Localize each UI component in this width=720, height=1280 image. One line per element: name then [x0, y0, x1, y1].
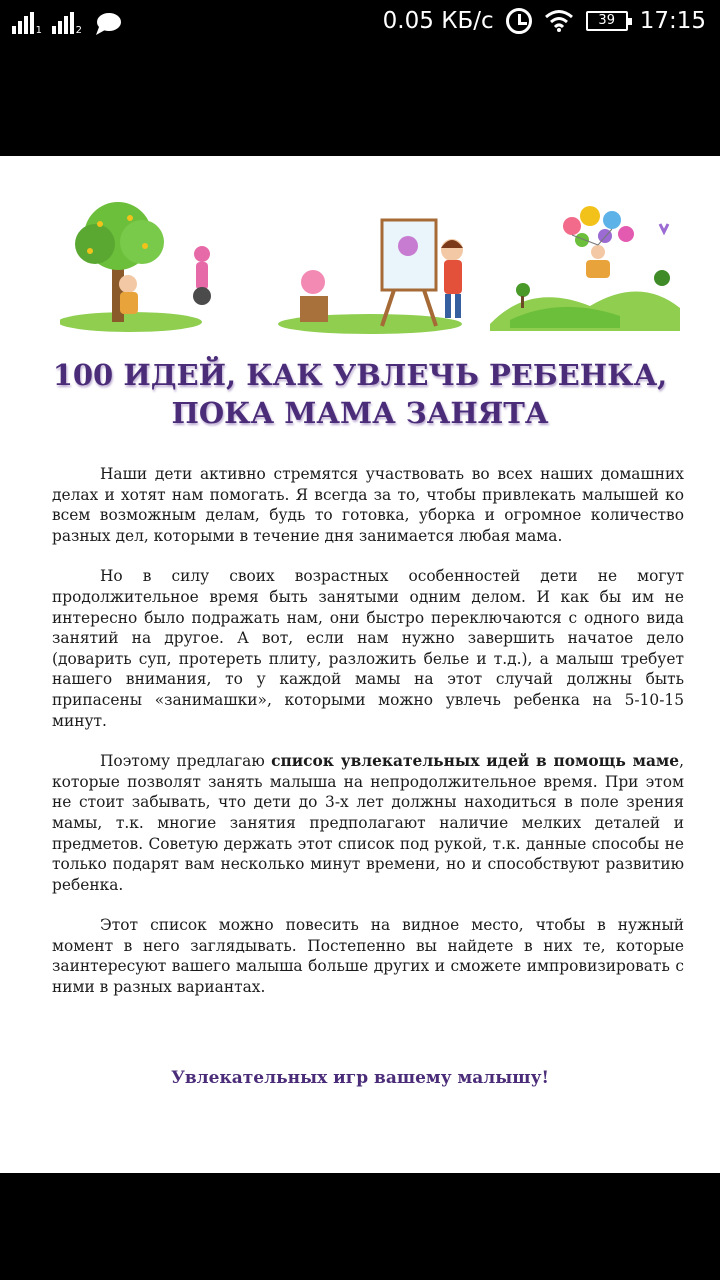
wifi-icon: [544, 9, 574, 33]
chat-notification-icon: [94, 12, 122, 36]
children-illustration: [60, 196, 680, 336]
battery-level: 39: [598, 13, 615, 28]
title-line-1: 100 ИДЕЙ, КАК УВЛЕЧЬ РЕБЕНКА,: [52, 358, 668, 392]
closing-line: Увлекательных игр вашему малышу!: [171, 1068, 549, 1088]
alarm-icon: [506, 8, 532, 34]
signal-sim2-icon: [52, 10, 82, 36]
sim2-label: 2: [75, 25, 82, 36]
paragraph-3-start: Поэтому предлагаю: [100, 752, 272, 771]
document-title: [20, 356, 700, 432]
title-line-2: ПОКА МАМА ЗАНЯТА: [171, 396, 549, 430]
clock: 17:15: [639, 8, 706, 34]
paragraph-3: [52, 751, 684, 895]
bottom-black-area: [0, 1173, 720, 1280]
paragraph-1: Наши дети активно стремятся участвовать во всех наших домашних делах и хотят нам помогать. Я всегда за то, чтобы привлекать малышей ко всем возможным делам, будь то готовка, уборка и огромное количество разных дел, которыми в течение дня занимается любая мама.: [52, 465, 684, 545]
status-icons-right: [383, 8, 706, 34]
status-bar: [0, 0, 720, 52]
document-image: [0, 156, 720, 1173]
paragraph-2: Но в силу своих возрастных особенностей дети не могут продолжительное время быть занятыми одним делом. И как бы им не интересно было подражать нам, они быстро переключаются с одного вида занятий на другое. А вот, если нам нужно завершить начатое дело (доварить суп, протереть плиту, разложить белье и т.д.), а малыш требует нашего внимания, то у каждой мамы на этот случай должны быть припасены «занимашки», которыми можно увлечь ребенка на 5-10-15 минут.: [52, 567, 684, 730]
paragraph-3-bold: список увлекательных идей в помощь маме: [271, 752, 680, 771]
network-speed: 0.05 КБ/с: [382, 8, 494, 34]
signal-sim1-icon: [12, 10, 42, 36]
paragraph-4: Этот список можно повесить на видное место, чтобы в нужный момент в него заглядывать. Постепенно вы найдете в них те, которые заинтересуют вашего малыша больше других и сможете импровизировать с ними в разных вариантах.: [52, 916, 684, 997]
status-icons-left: [12, 10, 122, 36]
battery-icon: [586, 11, 628, 31]
paragraph-3-end: , которые позволят занять малыша на непродолжительное время. При этом не стоит забывать, что дети до 3-х лет должны находиться в поле зрения мамы, т.к. многие занятия предполагают наличие мелких деталей и предметов. Советую держать этот список под рукой, т.к. данные способы не только подарят вам несколько минут времени, но и способствуют развитию ребенка.: [52, 752, 684, 894]
sim1-label: 1: [35, 25, 42, 36]
document-body: [52, 464, 684, 1018]
